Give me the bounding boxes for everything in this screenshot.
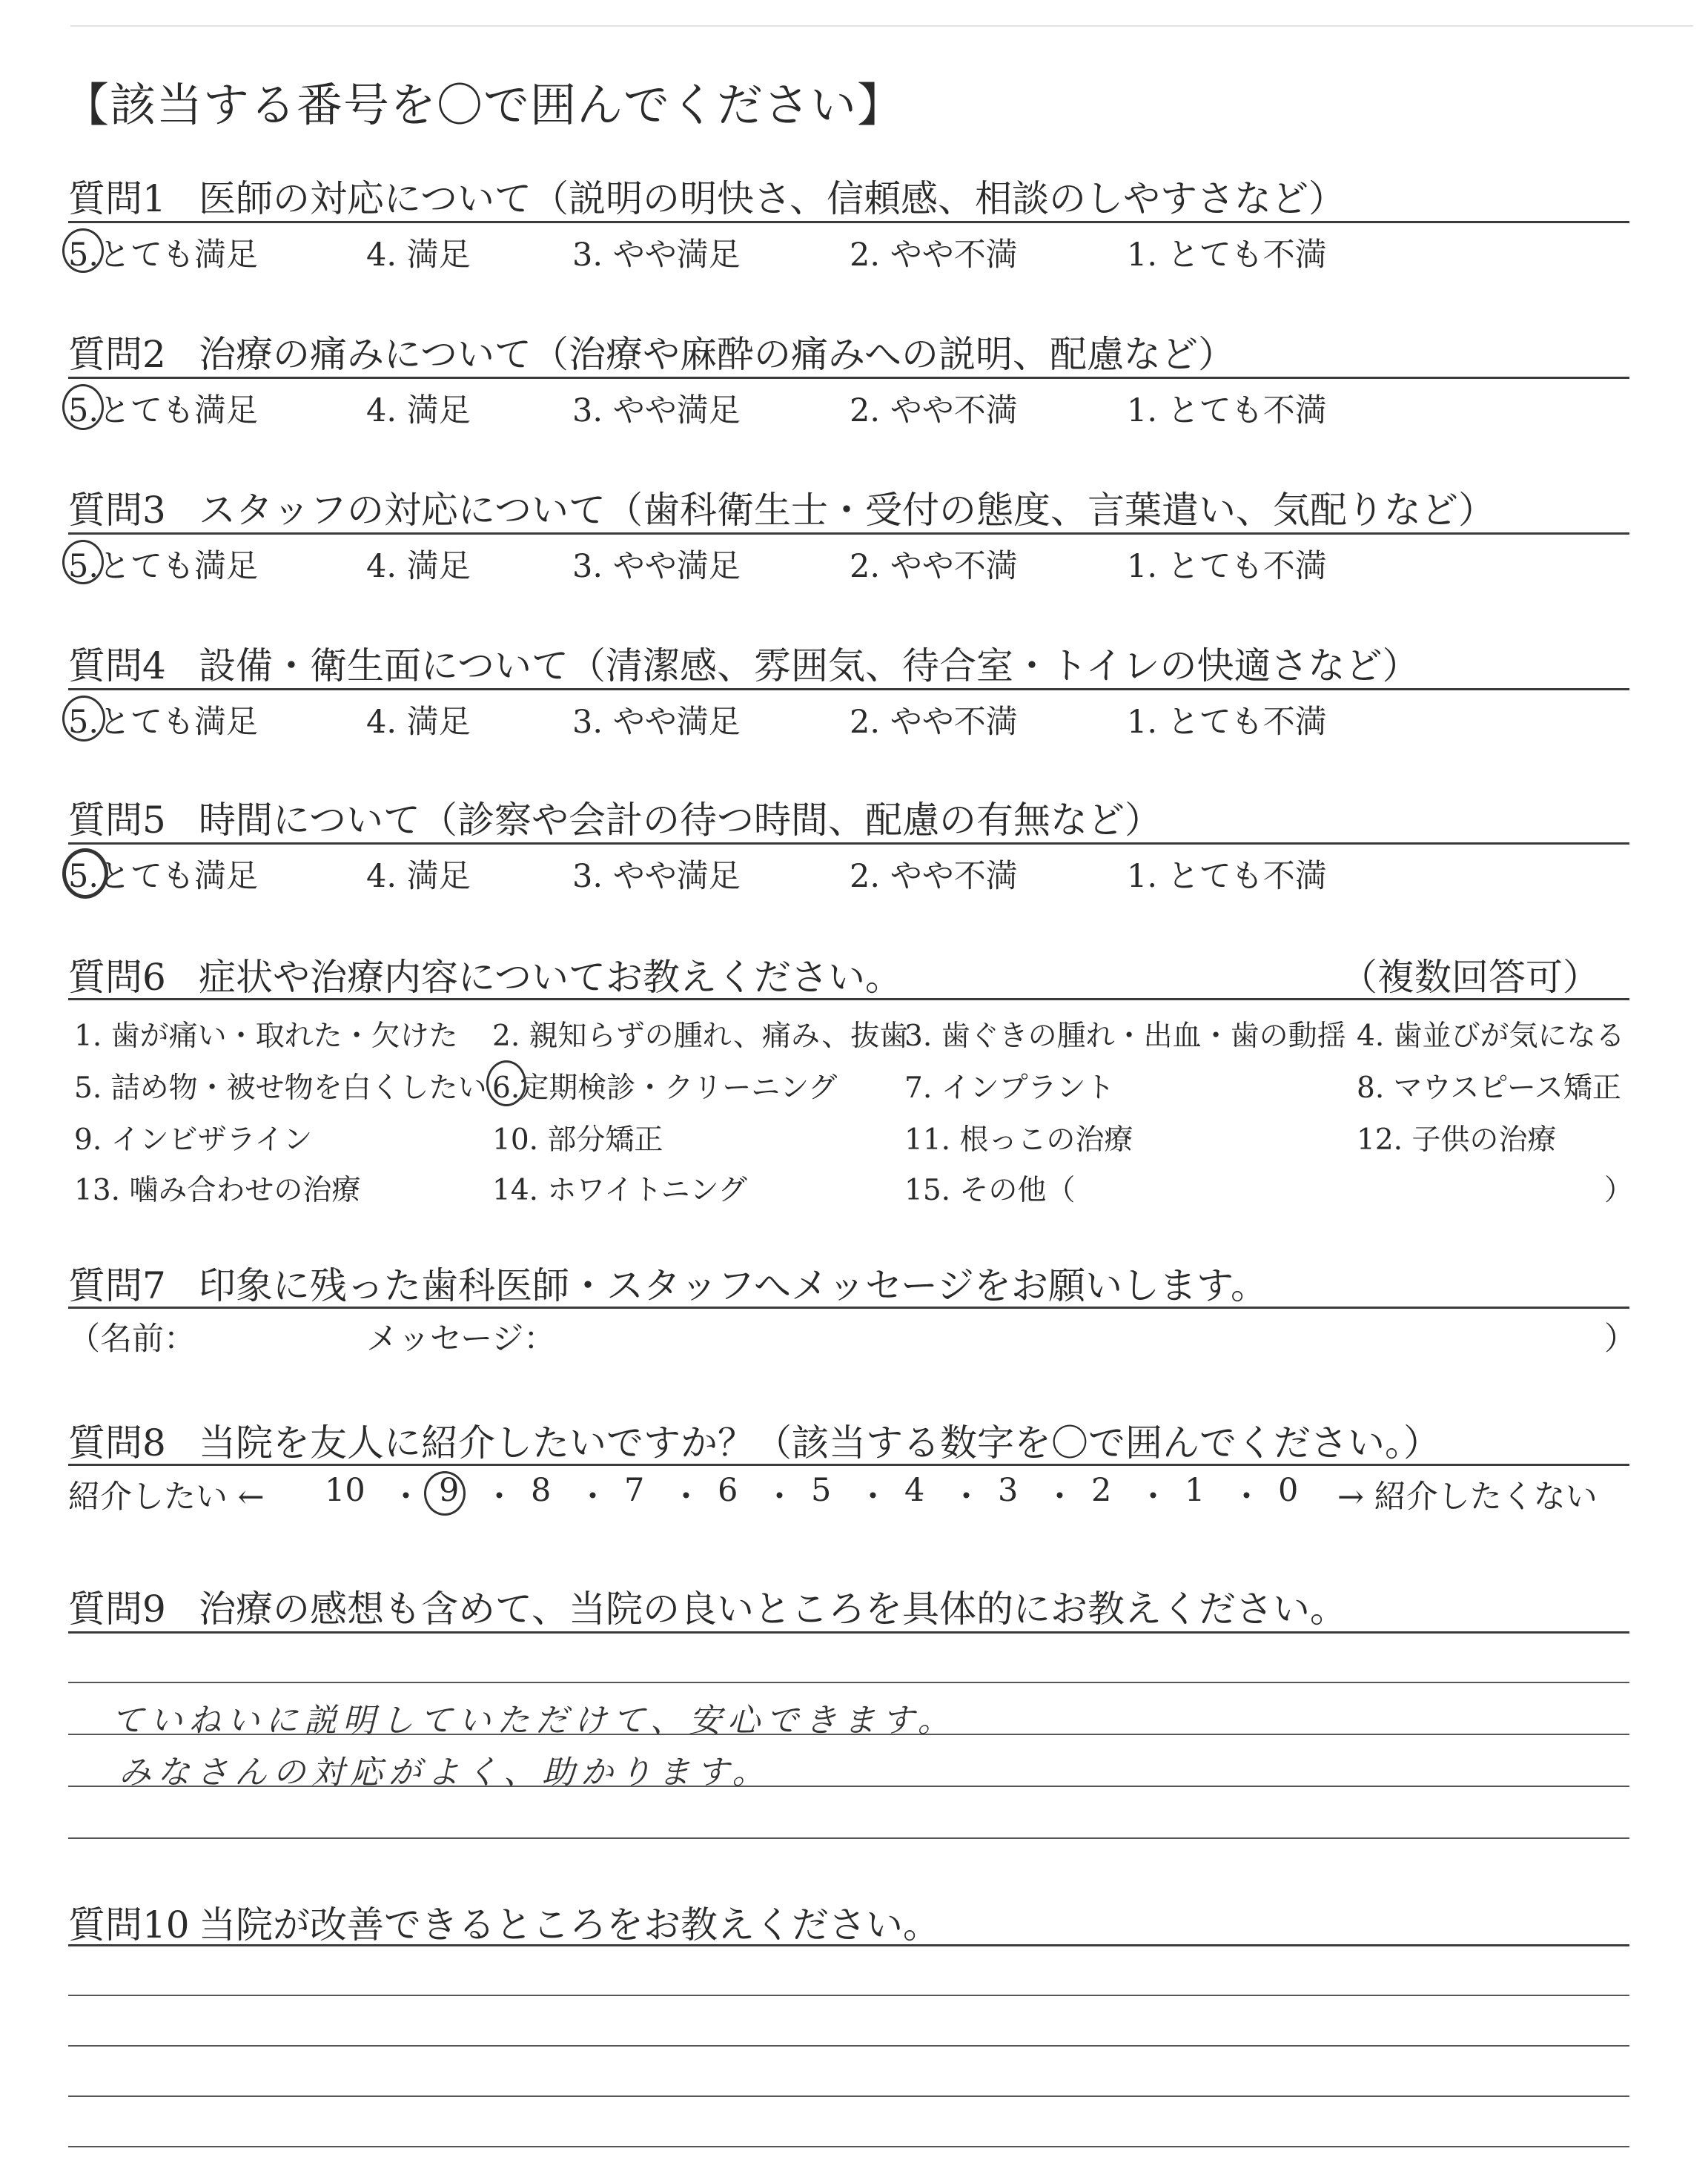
rating-separator: ・ — [857, 1479, 889, 1516]
rating-number[interactable]: 3 — [998, 1472, 1019, 1509]
rating-separator: ・ — [390, 1479, 422, 1516]
answer-line — [68, 1944, 1629, 1946]
question-divider — [68, 842, 1629, 845]
symptom-option[interactable]: 11. 根っこの治療 — [904, 1123, 1133, 1157]
answer-option[interactable]: 5.とても満足 — [68, 237, 259, 274]
question-number: 質問2 — [68, 333, 166, 376]
handwritten-answer: みなさんの対応がよく、助かります。 — [119, 1754, 771, 1791]
question-2-title — [68, 325, 1235, 378]
symptom-option-other[interactable]: 15. その他（ — [904, 1174, 1076, 1207]
question-3-title — [68, 480, 1495, 534]
question-text: 設備・衛生面について（清潔感、雰囲気、待合室・トイレの快適さなど） — [199, 644, 1420, 687]
question-number: 質問6 — [68, 956, 166, 999]
answer-line — [68, 1682, 1629, 1683]
answer-option[interactable]: 5.とても満足 — [68, 548, 259, 585]
symptom-option[interactable]: 1. 歯が痛い・取れた・欠けた — [74, 1020, 458, 1053]
selection-circle — [62, 540, 104, 584]
answer-option[interactable]: 1. とても不満 — [1127, 392, 1327, 429]
rating-number[interactable]: 1 — [1185, 1472, 1205, 1509]
symptom-option[interactable]: 7. インプラント — [904, 1071, 1115, 1105]
question-text: 医師の対応について（説明の明快さ、信頼感、相談のしやすさなど） — [199, 177, 1345, 220]
question-divider — [68, 1307, 1629, 1309]
question-number: 質問10 — [68, 1903, 190, 1946]
selection-circle — [62, 848, 108, 899]
selection-circle — [424, 1471, 466, 1516]
answer-option[interactable]: 2. やや不満 — [850, 858, 1018, 895]
rating-separator: ・ — [1231, 1479, 1262, 1516]
answer-option[interactable]: 1. とても不満 — [1127, 237, 1327, 274]
name-label: （名前： — [68, 1321, 196, 1358]
symptom-option[interactable]: 10. 部分矯正 — [492, 1123, 663, 1157]
symptom-option[interactable]: 2. 親知らずの腫れ、痛み、抜歯 — [492, 1020, 909, 1053]
question-9-title — [68, 1579, 1347, 1633]
rating-separator: ・ — [483, 1479, 515, 1516]
other-close-paren: ） — [1604, 1174, 1634, 1207]
question-text: 治療の痛みについて（治療や麻酔の痛みへの説明、配慮など） — [199, 333, 1235, 376]
symptom-option[interactable]: 4. 歯並びが気になる — [1357, 1020, 1625, 1053]
answer-line — [68, 2045, 1629, 2047]
rating-separator: ・ — [670, 1479, 702, 1516]
question-number: 質問4 — [68, 644, 166, 687]
top-divider — [70, 25, 1693, 27]
page-heading: 【該当する番号を〇で囲んでください】 — [63, 78, 904, 132]
question-number: 質問3 — [68, 489, 166, 532]
question-10-title — [68, 1895, 940, 1949]
question-1-title — [68, 169, 1345, 222]
rating-number[interactable]: 5 — [811, 1472, 832, 1509]
selection-circle — [62, 696, 105, 742]
question-divider — [68, 532, 1629, 535]
question-text: 当院を友人に紹介したいですか？（該当する数字を〇で囲んでください。） — [199, 1421, 1440, 1464]
question-divider — [68, 688, 1629, 690]
question-divider — [68, 221, 1629, 223]
rating-number[interactable]: 6 — [718, 1472, 738, 1509]
question-divider — [68, 998, 1629, 1000]
answer-line — [68, 2095, 1629, 2097]
answer-option[interactable]: 1. とても不満 — [1127, 858, 1327, 895]
multiple-answer-note: （複数回答可） — [1340, 956, 1600, 999]
rating-separator: ・ — [1044, 1479, 1076, 1516]
rating-number[interactable]: 4 — [904, 1472, 925, 1509]
answer-option[interactable]: 5.とても満足 — [68, 858, 259, 895]
answer-line — [68, 1837, 1629, 1839]
rating-number[interactable]: 8 — [531, 1472, 552, 1509]
question-4-title — [68, 636, 1420, 690]
answer-option[interactable]: 3. やや満足 — [572, 858, 741, 895]
answer-option[interactable]: 3. やや満足 — [572, 392, 741, 429]
symptom-option[interactable]: 5. 詰め物・被せ物を白くしたい — [74, 1071, 487, 1105]
answer-option[interactable]: 4. 満足 — [366, 548, 471, 585]
question-5-title — [68, 790, 1162, 844]
answer-line — [68, 2146, 1629, 2147]
question-number: 質問5 — [68, 799, 166, 842]
question-divider — [68, 377, 1629, 379]
answer-option[interactable]: 4. 満足 — [366, 858, 471, 895]
question-divider — [68, 1464, 1629, 1466]
rating-number[interactable]: 0 — [1278, 1472, 1299, 1509]
symptom-option[interactable]: 13. 噛み合わせの治療 — [74, 1174, 361, 1207]
question-text: 印象に残った歯科医師・スタッフへメッセージをお願いします。 — [199, 1264, 1268, 1307]
symptom-option[interactable]: 3. 歯ぐきの腫れ・出血・歯の動揺 — [904, 1020, 1346, 1053]
handwritten-answer: ていねいに説明していただけて、安心できます。 — [111, 1702, 956, 1740]
question-number: 質問1 — [68, 177, 166, 220]
question-number: 質問9 — [68, 1588, 166, 1631]
message-label: メッセージ： — [366, 1321, 556, 1358]
rating-number[interactable]: 7 — [624, 1472, 645, 1509]
answer-option[interactable]: 4. 満足 — [366, 237, 471, 274]
question-8-title — [68, 1413, 1440, 1467]
selection-circle — [486, 1060, 526, 1106]
question-text: スタッフの対応について（歯科衛生士・受付の態度、言葉遣い、気配りなど） — [199, 489, 1495, 532]
answer-option[interactable]: 5.とても満足 — [68, 704, 259, 741]
symptom-option[interactable]: 6.定期検診・クリーニング — [492, 1071, 838, 1105]
answer-option[interactable]: 2. やや不満 — [850, 704, 1018, 741]
answer-line — [68, 1995, 1629, 1996]
answer-option[interactable]: 4. 満足 — [366, 704, 471, 741]
question-text: 治療の感想も含めて、当院の良いところを具体的にお教えください。 — [199, 1588, 1347, 1631]
answer-option[interactable]: 3. やや満足 — [572, 704, 741, 741]
answer-option[interactable]: 5.とても満足 — [68, 392, 259, 429]
not-recommend-label: → 紹介したくない — [1337, 1479, 1598, 1516]
rating-separator: ・ — [577, 1479, 609, 1516]
selection-circle — [62, 228, 104, 273]
recommend-label: 紹介したい ← — [68, 1479, 265, 1516]
question-text: 症状や治療内容についてお教えください。 — [199, 956, 902, 999]
rating-number[interactable]: 2 — [1091, 1472, 1112, 1509]
message-close-paren: ） — [1604, 1321, 1636, 1358]
symptom-option[interactable]: 14. ホワイトニング — [492, 1174, 747, 1207]
question-text: 時間について（診察や会計の待つ時間、配慮の有無など） — [199, 799, 1162, 842]
rating-separator: ・ — [1137, 1479, 1169, 1516]
symptom-option[interactable]: 9. インビザライン — [74, 1123, 313, 1157]
question-number: 質問8 — [68, 1421, 166, 1464]
answer-option[interactable]: 2. やや不満 — [850, 392, 1018, 429]
rating-number[interactable]: 9 — [439, 1472, 460, 1509]
question-text: 当院が改善できるところをお教えください。 — [199, 1903, 940, 1946]
answer-option[interactable]: 1. とても不満 — [1127, 548, 1327, 585]
answer-option[interactable]: 3. やや満足 — [572, 237, 741, 274]
answer-option[interactable]: 3. やや満足 — [572, 548, 741, 585]
question-6-title — [68, 948, 902, 1001]
selection-circle — [62, 384, 104, 430]
answer-line — [68, 1631, 1629, 1634]
answer-option[interactable]: 2. やや不満 — [850, 237, 1018, 274]
question-number: 質問7 — [68, 1264, 166, 1307]
answer-option[interactable]: 1. とても不満 — [1127, 704, 1327, 741]
rating-number[interactable]: 10 — [325, 1472, 365, 1509]
answer-option[interactable]: 4. 満足 — [366, 392, 471, 429]
rating-separator: ・ — [764, 1479, 795, 1516]
rating-separator: ・ — [950, 1479, 982, 1516]
question-7-title — [68, 1256, 1268, 1309]
symptom-option[interactable]: 12. 子供の治療 — [1357, 1123, 1557, 1157]
answer-option[interactable]: 2. やや不満 — [850, 548, 1018, 585]
symptom-option[interactable]: 8. マウスピース矯正 — [1357, 1071, 1621, 1105]
